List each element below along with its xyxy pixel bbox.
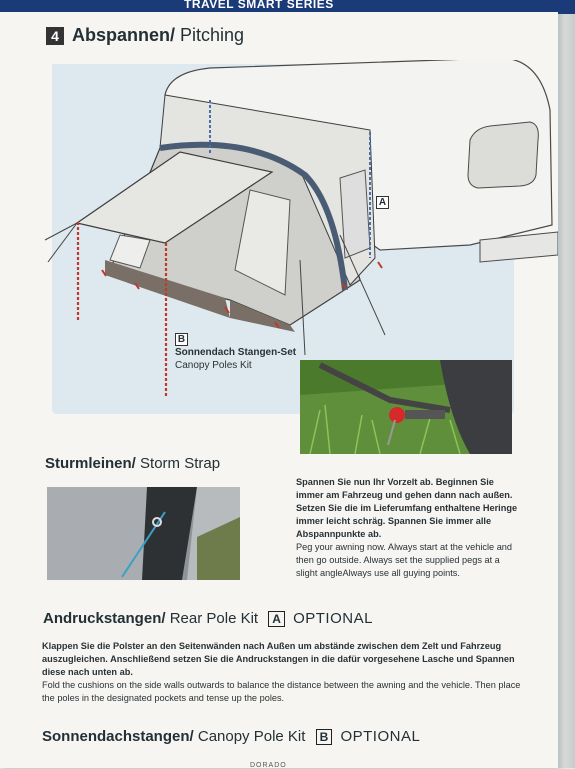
canopy-pole-badge: B [316, 729, 333, 745]
storm-title-de: Sturmleinen/ [45, 455, 136, 472]
section-title [72, 25, 244, 46]
label-b-box: B [175, 333, 188, 346]
footer-brand: DORADO [250, 762, 287, 769]
guy-line [45, 223, 77, 240]
peg-photo [300, 360, 512, 454]
canopy-poles-kit-label [175, 333, 296, 372]
caravan-window [468, 122, 538, 188]
storm-strap-photo [47, 487, 240, 580]
next-page-edge [558, 0, 575, 768]
rear-pole-badge: A [268, 611, 285, 627]
label-a-box: A [376, 196, 389, 209]
canopy-pole-title-en: Canopy Pole Kit [197, 728, 306, 745]
rear-pole-text-de: Klappen Sie die Polster an den Seitenwänden nach Außen um abstände zwischen dem Zelt und Fahrzeug auszugleichen. Anschließend setzen Sie die Andruckstangen in die dafür vorgesehene Lasche und Spannen diese nach unten ab. [42, 641, 515, 677]
rear-pole-text-en: Fold the cushions on the side walls outwards to balance the distance between the awning and the vehicle. Then place the poles in the designated pockets and tense up the poles. [42, 680, 521, 703]
section-title-en: Pitching [180, 25, 245, 45]
guy-line [48, 223, 77, 262]
canopy-pole-heading [42, 728, 420, 745]
storm-text-en: Peg your awning now. Always start at the vehicle and then go outside. Always set the supplied pegs at a slight angleAlways use all guying points. [296, 542, 513, 578]
series-title: TRAVEL SMART SERIES [184, 0, 334, 11]
canopy-label-de: Sonnendach Stangen-Set [175, 347, 297, 358]
rear-pole-title-en: Rear Pole Kit [169, 610, 259, 627]
rear-pole-text [42, 640, 532, 705]
rear-pole-optional: OPTIONAL [293, 610, 373, 627]
illustration-label-a [376, 192, 389, 210]
section-number: 4 [46, 27, 64, 45]
section-title-de: Abspannen/ [72, 25, 176, 45]
rear-pole-heading [43, 610, 373, 627]
storm-title-en: Storm Strap [140, 455, 221, 472]
storm-strap-text [296, 476, 521, 580]
canopy-pole-title-de: Sonnendachstangen/ [42, 728, 194, 745]
series-header-bar [0, 0, 558, 12]
canopy-label-en: Canopy Poles Kit [175, 360, 252, 371]
storm-strap-heading [45, 455, 220, 472]
canopy-pole-optional: OPTIONAL [340, 728, 421, 745]
storm-text-de: Spannen Sie nun Ihr Vorzelt ab. Beginnen Sie immer am Fahrzeug und gehen dann nach außen. Setzen Sie die im Lieferumfang enthaltene Heringe immer leicht schräg. Spannen Sie immer alle Abspannpunkte ab. [296, 477, 518, 539]
rear-pole-title-de: Andruckstangen/ [43, 610, 166, 627]
